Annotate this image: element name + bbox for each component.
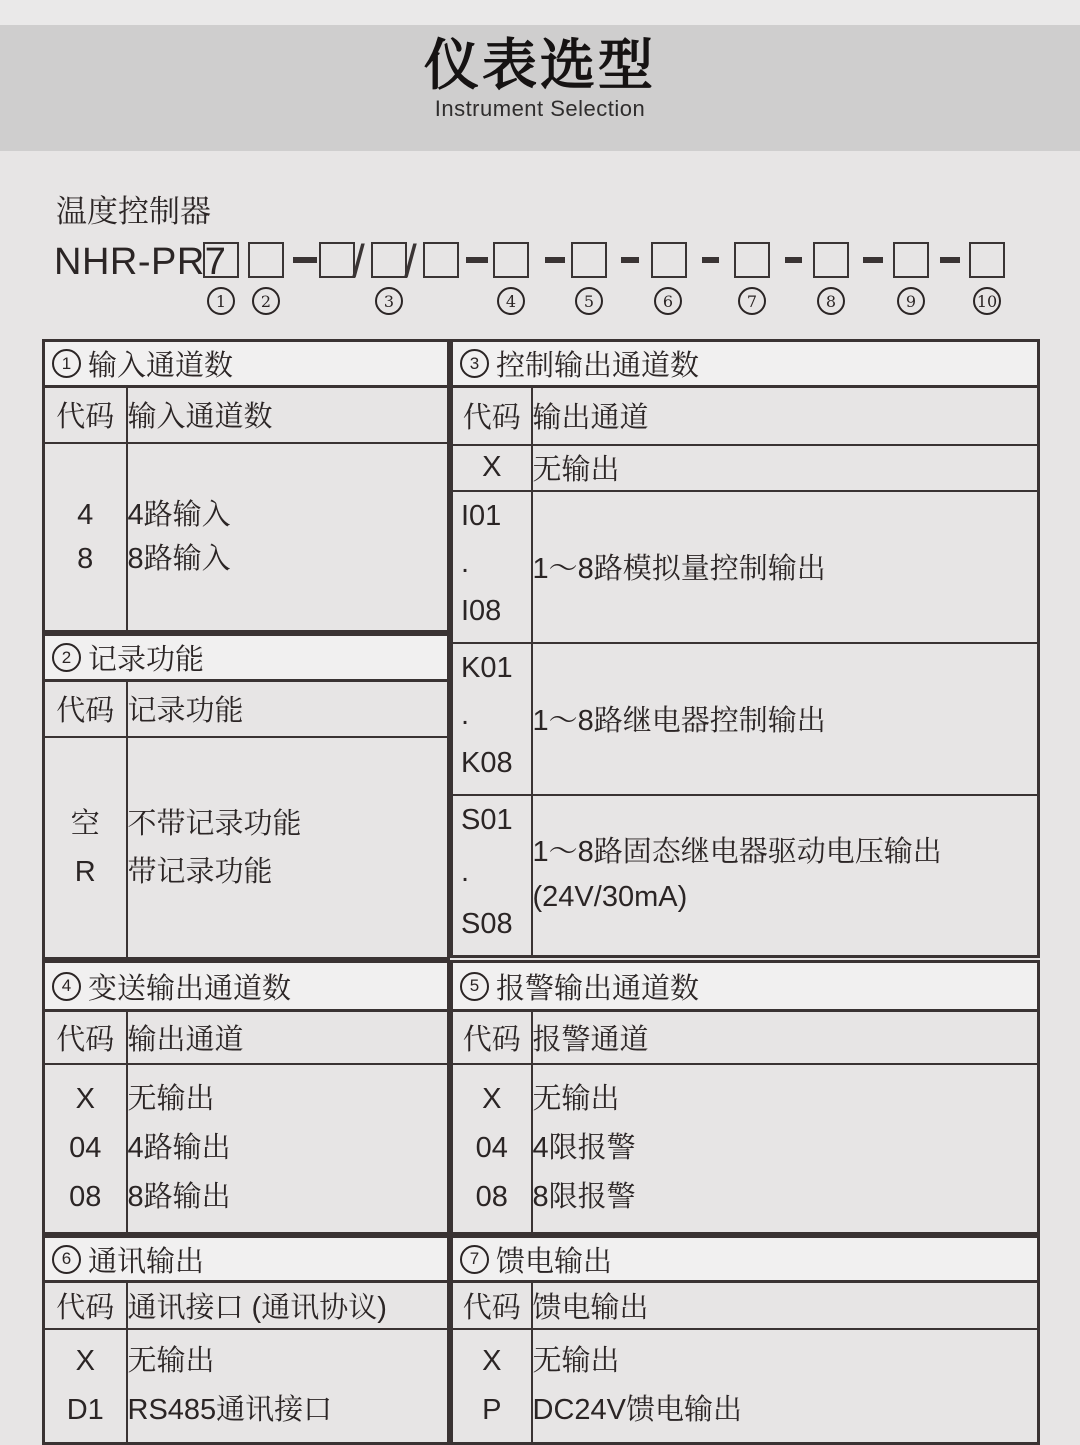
model-code-box xyxy=(493,242,529,278)
desc-cell xyxy=(127,1064,449,1234)
column-header-desc: 输出通道 xyxy=(127,1011,449,1064)
model-code-box xyxy=(571,242,607,278)
section-title: 输入通道数 xyxy=(88,350,234,382)
desc-value: 不带记录功能 xyxy=(127,808,302,841)
desc-value: DC24V馈电输出 xyxy=(532,1393,742,1426)
code-cell xyxy=(452,491,532,643)
section-title: 变送输出通道数 xyxy=(88,972,292,1005)
code-value: X xyxy=(452,445,532,491)
section-table-feed-output xyxy=(450,1235,1040,1445)
code-ellipsis: . xyxy=(461,699,470,731)
model-code-box xyxy=(813,242,849,278)
section-title: 控制输出通道数 xyxy=(496,350,700,382)
dash-separator xyxy=(621,257,639,263)
circled-number-icon: 1 xyxy=(52,349,81,378)
column-header-code: 代码 xyxy=(44,387,127,443)
position-label: 3 xyxy=(375,287,403,315)
code-value: D1 xyxy=(66,1393,104,1426)
code-cell xyxy=(452,1329,532,1444)
circled-number-icon: 6 xyxy=(52,1245,81,1274)
desc-value: 无输出 xyxy=(127,1082,215,1115)
desc-value: 1～8路继电器控制输出 xyxy=(532,643,1039,795)
section-header xyxy=(44,1237,449,1282)
model-code-box xyxy=(371,242,407,278)
column-header-code: 代码 xyxy=(44,1011,127,1064)
desc-value: 1～8路模拟量控制输出 xyxy=(532,491,1039,643)
section-title: 记录功能 xyxy=(88,644,205,676)
column-header-code: 代码 xyxy=(452,387,532,445)
title-band xyxy=(0,25,1080,151)
circled-number-icon: 4 xyxy=(52,972,81,1001)
desc-value: 无输出 xyxy=(127,1344,215,1377)
position-label: 8 xyxy=(817,287,845,315)
top-strip xyxy=(0,0,1080,25)
product-name: 温度控制器 xyxy=(56,194,211,229)
section-title: 馈电输出 xyxy=(496,1245,613,1278)
model-code-box xyxy=(248,242,284,278)
section-header xyxy=(44,962,449,1011)
model-code-box xyxy=(969,242,1005,278)
code-value: K01 xyxy=(461,651,513,684)
model-prefix: NHR-PR7 xyxy=(54,241,227,283)
desc-value: 8限报警 xyxy=(532,1180,636,1213)
model-code-box xyxy=(734,242,770,278)
code-cell xyxy=(44,1064,127,1234)
dash-separator xyxy=(545,257,565,263)
position-label: 1 xyxy=(207,287,235,315)
desc-value: (24V/30mA) xyxy=(532,881,688,914)
column-header-code: 代码 xyxy=(452,1282,532,1329)
desc-cell xyxy=(532,795,1039,957)
dash-separator xyxy=(466,257,488,263)
desc-value: 无输出 xyxy=(532,445,1039,491)
code-value: X xyxy=(482,1344,502,1377)
desc-value: 带记录功能 xyxy=(127,856,273,889)
code-cell xyxy=(452,795,532,957)
code-value: X xyxy=(75,1082,95,1115)
model-code-box xyxy=(651,242,687,278)
code-value: 04 xyxy=(475,1131,508,1164)
section-table-alarm-output xyxy=(450,960,1040,1235)
desc-cell xyxy=(532,1329,1039,1444)
section-header xyxy=(452,1237,1039,1282)
section-header xyxy=(452,962,1039,1011)
code-value: I01 xyxy=(461,499,502,532)
code-ellipsis: . xyxy=(461,547,470,579)
code-cell xyxy=(44,443,127,632)
desc-value: 4路输出 xyxy=(127,1131,231,1164)
section-header xyxy=(44,635,449,681)
code-value: I08 xyxy=(461,594,502,627)
circled-number-icon: 2 xyxy=(52,643,81,672)
code-value: X xyxy=(75,1344,95,1377)
section-table-record-function xyxy=(42,633,450,960)
column-header-code: 代码 xyxy=(44,681,127,737)
circled-number-icon: 5 xyxy=(460,972,489,1001)
position-label: 2 xyxy=(252,287,280,315)
column-header-desc: 输出通道 xyxy=(532,387,1039,445)
code-value: 04 xyxy=(69,1131,102,1164)
desc-value: 8路输入 xyxy=(127,542,231,575)
slash-separator: / xyxy=(352,235,365,287)
code-value: 4 xyxy=(77,498,94,531)
desc-cell xyxy=(127,443,449,632)
model-code-box xyxy=(423,242,459,278)
section-header xyxy=(44,341,449,387)
desc-value: 无输出 xyxy=(532,1082,620,1115)
circled-number-icon: 7 xyxy=(460,1245,489,1274)
position-label: 6 xyxy=(654,287,682,315)
code-cell xyxy=(44,1329,127,1444)
section-table-input-channels xyxy=(42,339,450,633)
dash-separator xyxy=(940,257,960,263)
dash-separator xyxy=(702,257,719,263)
code-ellipsis: . xyxy=(461,855,470,888)
dash-separator xyxy=(785,257,802,263)
circled-number-icon: 3 xyxy=(460,349,489,378)
desc-cell xyxy=(127,737,449,959)
position-label: 10 xyxy=(973,287,1001,315)
column-header-code: 代码 xyxy=(44,1282,127,1329)
position-label: 9 xyxy=(897,287,925,315)
position-label: 5 xyxy=(575,287,603,315)
desc-value: 8路输出 xyxy=(127,1180,231,1213)
desc-cell xyxy=(532,1064,1039,1234)
code-value: S08 xyxy=(461,908,513,940)
desc-value: 无输出 xyxy=(532,1344,620,1377)
code-value: 8 xyxy=(77,542,94,575)
page-title: 仪表选型 xyxy=(423,34,656,96)
desc-value: 4路输入 xyxy=(127,498,231,531)
dash-separator xyxy=(293,257,317,263)
position-label: 7 xyxy=(738,287,766,315)
section-table-transmit-output xyxy=(42,960,450,1235)
desc-cell xyxy=(127,1329,449,1444)
section-header xyxy=(452,341,1039,387)
dash-separator xyxy=(863,257,883,263)
code-value: X xyxy=(482,1082,502,1115)
code-value: 08 xyxy=(69,1180,102,1213)
code-value: P xyxy=(482,1393,502,1426)
section-table-communication-output xyxy=(42,1235,450,1445)
code-cell xyxy=(44,737,127,959)
code-cell xyxy=(452,643,532,795)
model-code-box xyxy=(319,242,355,278)
column-header-desc: 报警通道 xyxy=(532,1011,1039,1064)
position-label: 4 xyxy=(497,287,525,315)
slash-separator: / xyxy=(404,235,417,287)
code-value: K08 xyxy=(461,746,513,779)
model-code-box xyxy=(203,242,239,278)
desc-value: 1～8路固态继电器驱动电压输出 xyxy=(532,836,942,869)
code-value: 空 xyxy=(70,808,100,841)
desc-value: 4限报警 xyxy=(532,1131,636,1164)
desc-value: RS485通讯接口 xyxy=(127,1393,333,1426)
page-subtitle: Instrument Selection xyxy=(434,95,646,121)
code-value: S01 xyxy=(461,803,513,836)
code-value: R xyxy=(74,856,96,889)
column-header-desc: 输入通道数 xyxy=(127,387,449,443)
column-header-desc: 记录功能 xyxy=(127,681,449,737)
section-title: 报警输出通道数 xyxy=(496,972,700,1005)
column-header-desc: 通讯接口 (通讯协议) xyxy=(127,1282,449,1329)
code-cell xyxy=(452,1064,532,1234)
column-header-desc: 馈电输出 xyxy=(532,1282,1039,1329)
section-title: 通讯输出 xyxy=(88,1245,205,1278)
model-code-box xyxy=(893,242,929,278)
column-header-code: 代码 xyxy=(452,1011,532,1064)
section-table-control-output xyxy=(450,339,1040,958)
code-value: 08 xyxy=(475,1180,508,1213)
